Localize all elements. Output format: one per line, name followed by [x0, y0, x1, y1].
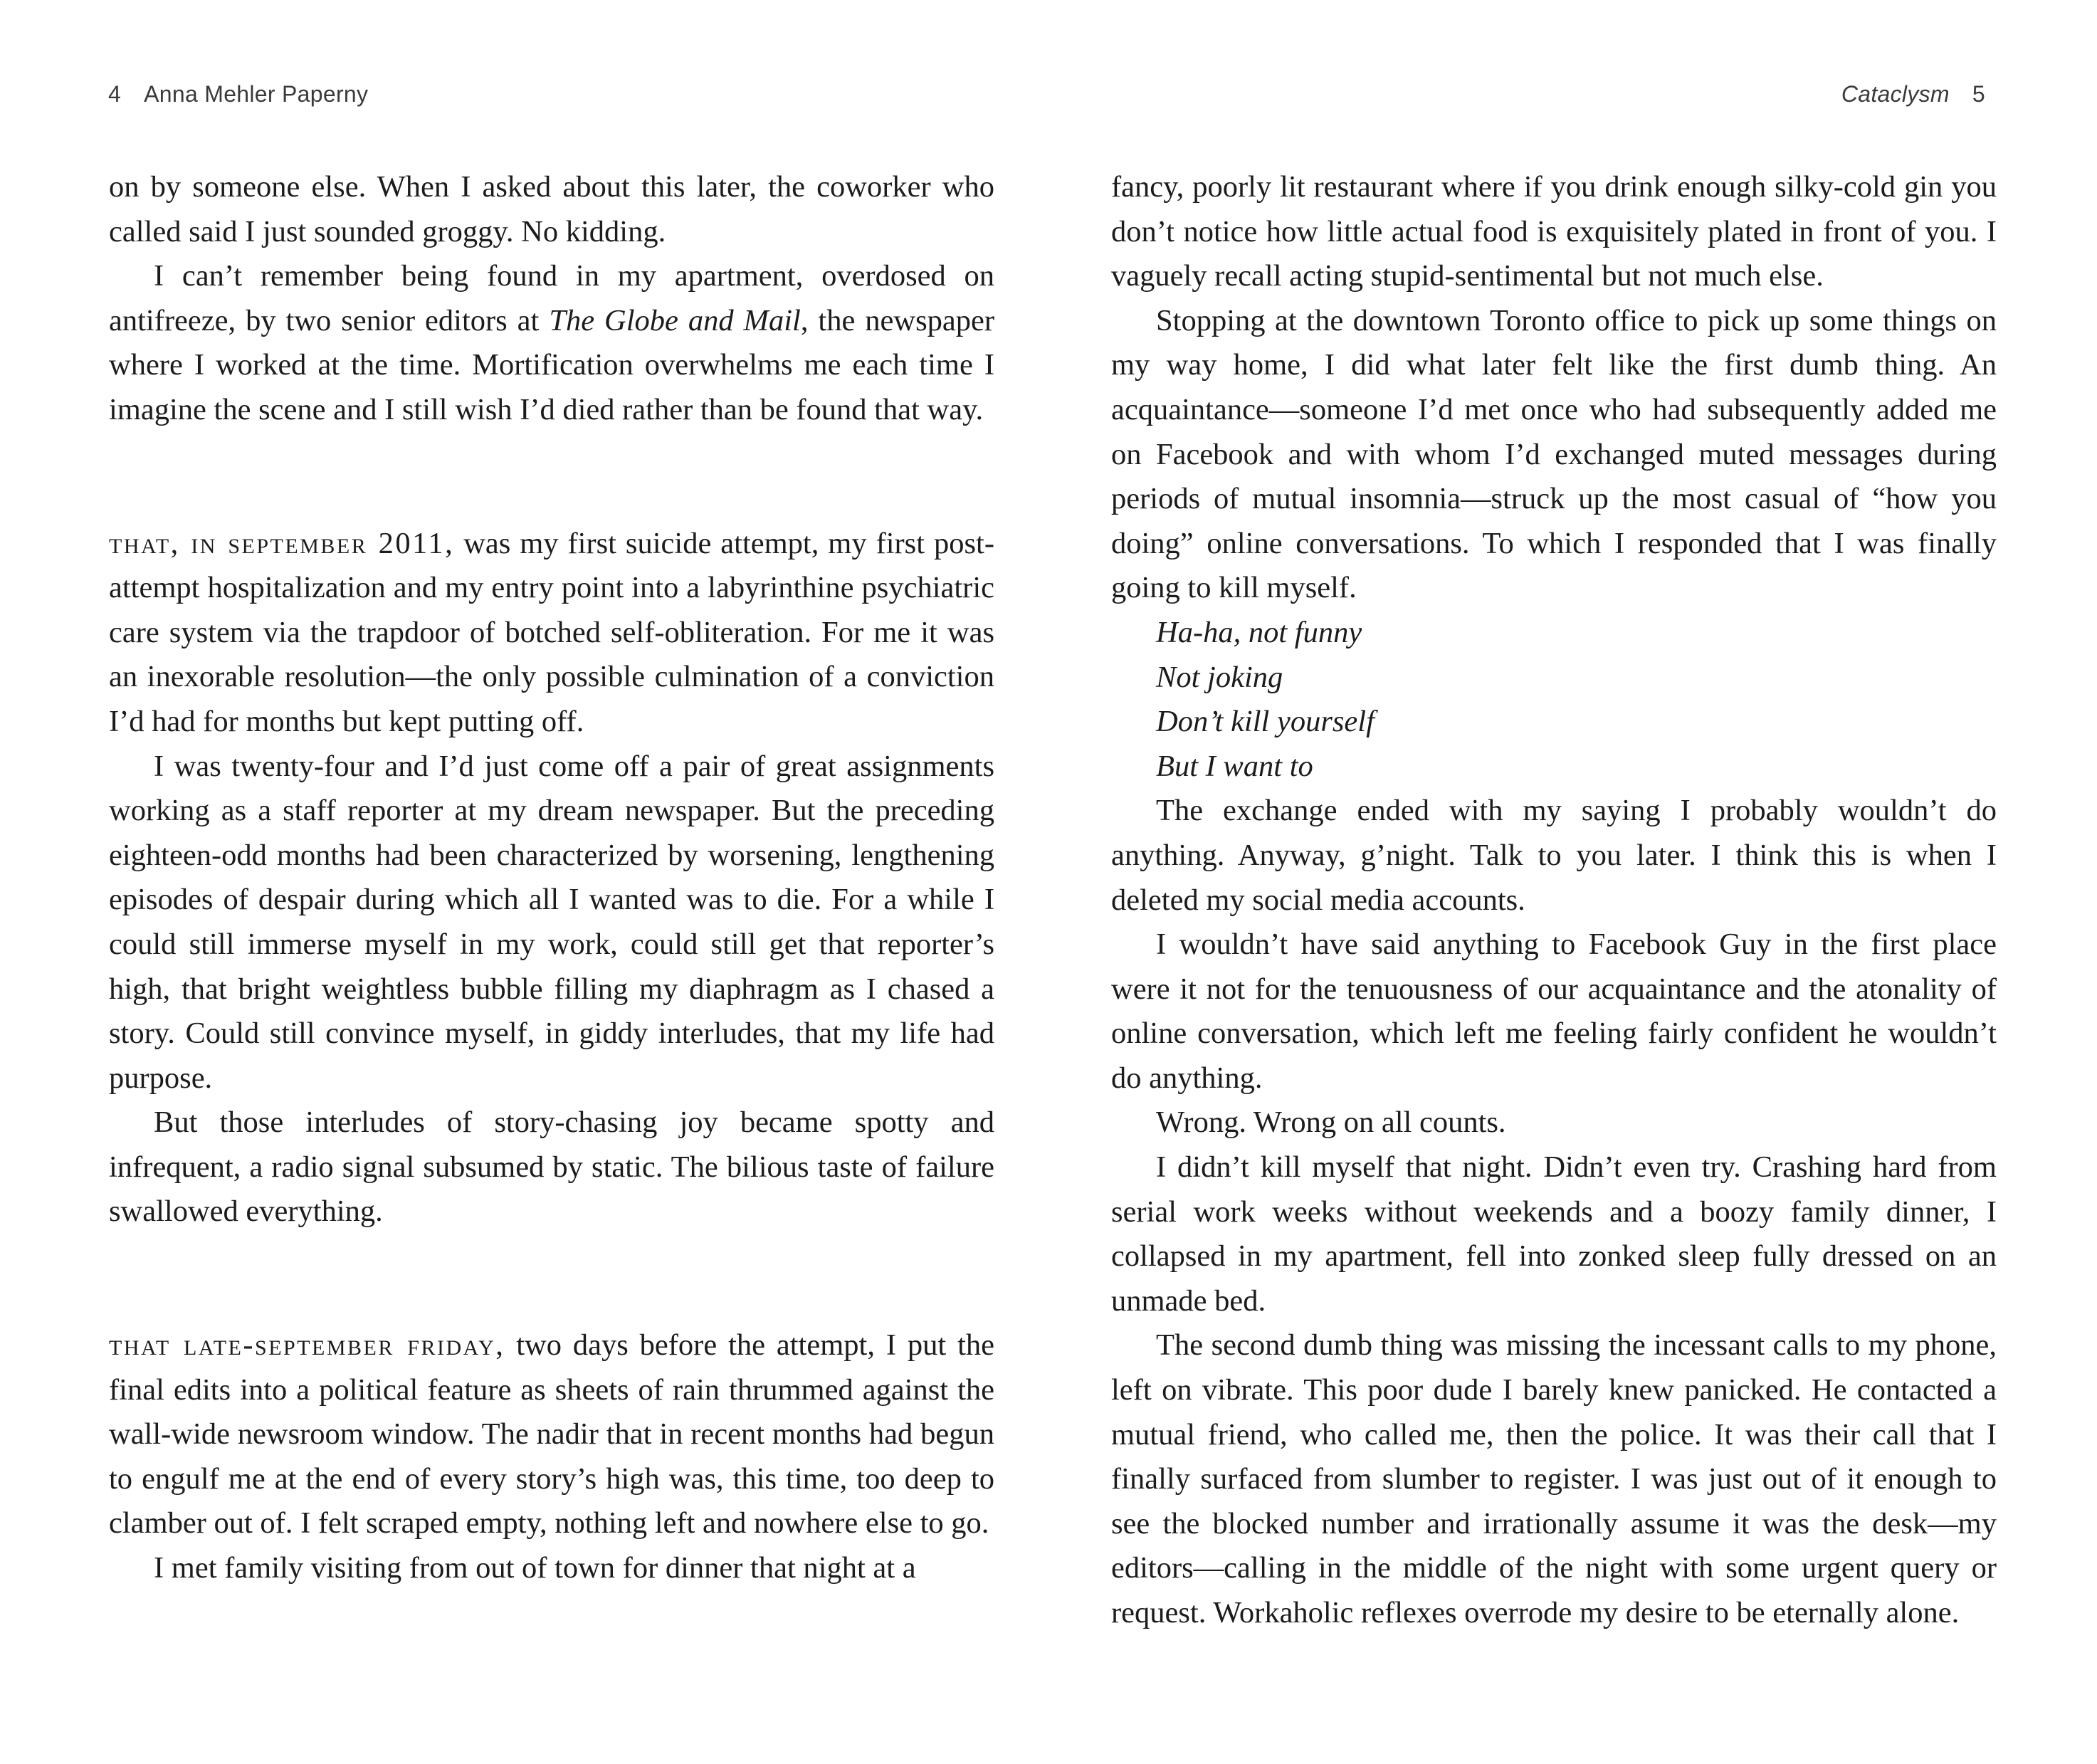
- paragraph: Wrong. Wrong on all counts.: [1156, 1106, 1506, 1140]
- right-page: [1048, 0, 2097, 1764]
- exchange-line: Not joking: [1156, 660, 1283, 694]
- left-page-number: 4: [108, 81, 122, 107]
- newspaper-title: The Globe and Mail: [549, 303, 801, 337]
- paragraph: fancy, poorly lit restaurant where if you drink enough silky-cold gin you don’t notice how little actual food is exquisitely plated in front of you. I vaguely recall acting stupid-sentimental but not much else.: [1111, 170, 1997, 293]
- paragraph: The exchange ended with my saying I probably wouldn’t do anything. Anyway, g’night. Talk to you later. I think this is when I deleted my social media accounts.: [1111, 794, 1997, 917]
- left-page: [0, 0, 1048, 1764]
- paragraph: I wouldn’t have said anything to Facebook Guy in the first place were it not for the tenuousness of our acquaintance and the atonality of online conversation, which left me feeling fairly confident he wouldn’t do anything.: [1111, 928, 1997, 1095]
- paragraph: I can’t remember being found in my apartment, overdosed on antifreeze, by two senior editors at The Globe and Mail, the newspaper where I worked at the time. Mortification overwhelms me each time I imagine the scene and I still wish I’d died rather than be found that way.: [109, 259, 994, 426]
- right-page-number: 5: [1972, 81, 1985, 107]
- left-text-block: [109, 165, 994, 1591]
- paragraph: I was twenty-four and I’d just come off a pair of great assignments working as a staff reporter at my dream newspaper. But the preceding eighteen-odd months had been characterized by worsening, lengthening episodes of despair during which all I wanted was to die. For a while I could still immerse myself in my work, could still get that reporter’s high, that bright weightless bubble filling my diaphragm as I chased a story. Could still convince myself, in giddy interludes, that my life had purpose.: [109, 749, 994, 1095]
- exchange-line: But I want to: [1156, 749, 1313, 783]
- section-lead-in: that late-september friday,: [109, 1328, 505, 1363]
- paragraph: But those interludes of story-chasing joy became spotty and infrequent, a radio signal subsumed by static. The bilious taste of failure swallowed everything.: [109, 1106, 994, 1229]
- exchange-line: Ha-ha, not funny: [1156, 615, 1362, 649]
- exchange-line: Don’t kill yourself: [1156, 705, 1375, 739]
- section-lead-in: that, in september 2011,: [109, 526, 455, 560]
- paragraph: Stopping at the downtown Toronto office to pick up some things on my way home, I did what later felt like the first dumb thing. An acquaintance—someone I’d met once who had subsequently added me on Facebook and with whom I’d exchanged muted messages during periods of mutual insomnia—struck up the most casual of “how you doing” online conversations. To which I responded that I was finally going to kill myself.: [1111, 303, 1997, 605]
- right-running-head: [1841, 81, 1985, 107]
- chapter-title: Cataclysm: [1841, 81, 1950, 107]
- section-opening-paragraph: that, in september 2011, was my first suicide attempt, my first post-attempt hospitalization and my entry point into a labyrinthine psychiatric care system via the trapdoor of botched self-obliteration. For me it was an inexorable resolution—the only possible culmination of a conviction I’d had for months but kept putting off.: [109, 526, 994, 738]
- author-name: Anna Mehler Paperny: [144, 81, 369, 107]
- paragraph: on by someone else. When I asked about this later, the coworker who called said I just sounded groggy. No kidding.: [109, 170, 994, 248]
- right-text-block: [1111, 165, 1997, 1636]
- paragraph: The second dumb thing was missing the incessant calls to my phone, left on vibrate. This poor dude I barely knew panicked. He contacted a mutual friend, who called me, then the police. It was their call that I finally surfaced from slumber to register. I was just out of it enough to see the blocked number and irrationally assume it was the desk—my editors—calling in the middle of the night with some urgent query or request. Workaholic reflexes overrode my desire to be eternally alone.: [1111, 1328, 1997, 1629]
- left-running-head: [108, 81, 368, 107]
- section-opening-paragraph: that late-september friday, two days before the attempt, I put the final edits into a political feature as sheets of rain thrummed against the wall-wide newsroom window. The nadir that in recent months had begun to engulf me at the end of every story’s high was, this time, too deep to clamber out of. I felt scraped empty, nothing left and nowhere else to go.: [109, 1328, 995, 1540]
- paragraph: I didn’t kill myself that night. Didn’t even try. Crashing hard from serial work weeks without weekends and a boozy family dinner, I collapsed in my apartment, fell into zonked sleep fully dressed on an unmade bed.: [1111, 1150, 1997, 1318]
- paragraph: I met family visiting from out of town for dinner that night at a: [154, 1551, 916, 1585]
